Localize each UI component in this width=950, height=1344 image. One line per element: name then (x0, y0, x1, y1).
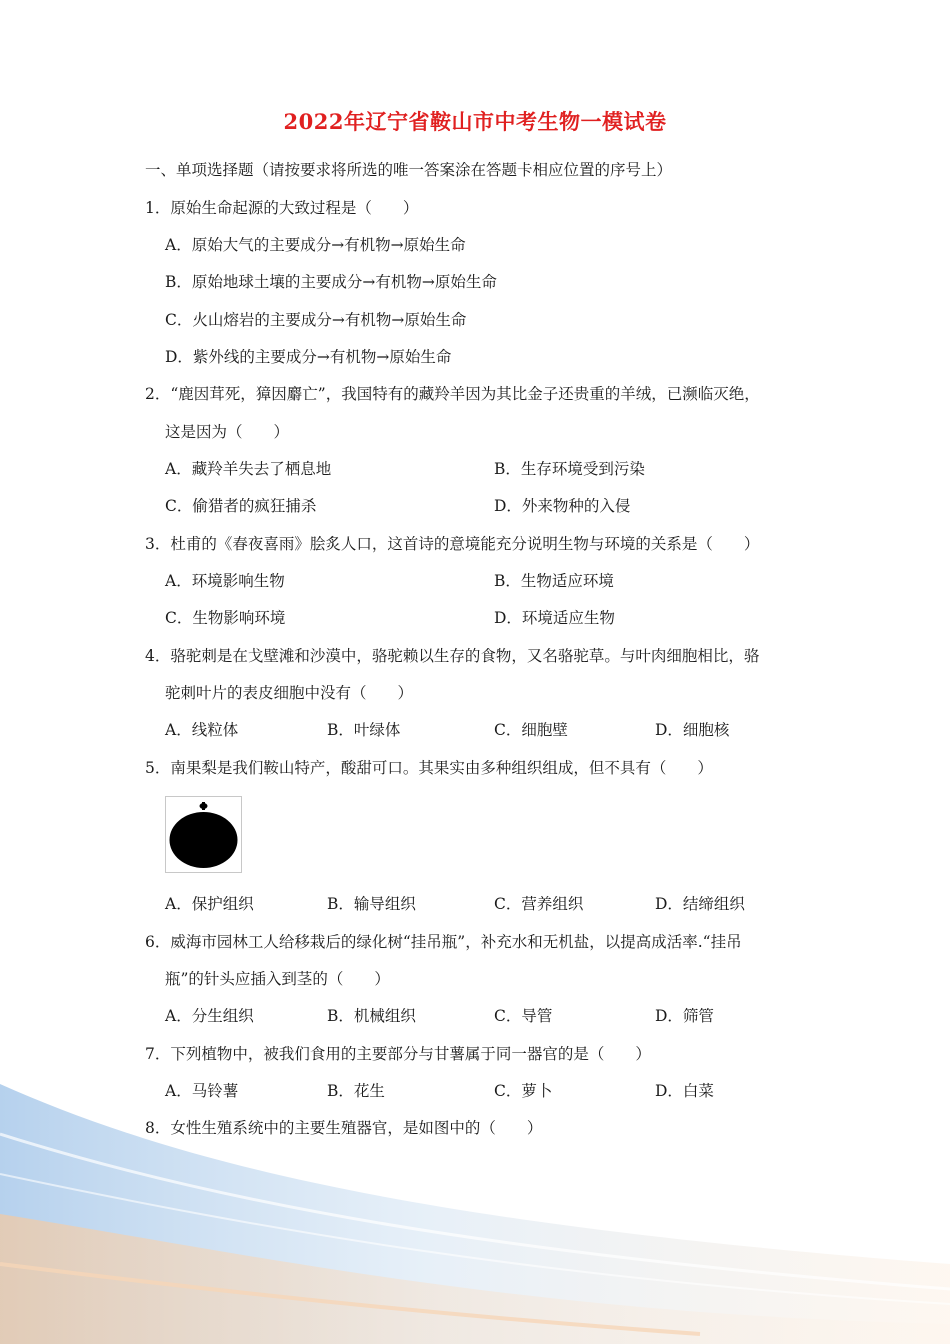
question-2-stem-continued: 这是因为（ ） (165, 423, 290, 441)
question-4-option-d: D．细胞核 (655, 721, 730, 739)
question-7-option-d: D．白菜 (655, 1082, 714, 1100)
question-1-option-a: A．原始大气的主要成分→有机物→原始生命 (165, 236, 466, 254)
question-4-option-a: A．线粒体 (165, 721, 239, 739)
question-3-option-d: D．环境适应生物 (494, 609, 615, 627)
question-1-stem: 1．原始生命起源的大致过程是（ ） (145, 199, 419, 217)
page-title: 2022年辽宁省鞍山市中考生物一模试卷 (283, 109, 667, 134)
question-7-option-c: C．萝卜 (494, 1082, 553, 1100)
question-4-stem: 4．骆驼刺是在戈壁滩和沙漠中，骆驼赖以生存的食物，又名骆驼草。与叶肉细胞相比，骆 (145, 647, 760, 665)
question-3-option-b: B．生物适应环境 (494, 572, 614, 590)
question-8-stem: 8．女性生殖系统中的主要生殖器官，是如图中的（ ） (145, 1119, 543, 1137)
question-6-option-b: B．机械组织 (327, 1007, 416, 1025)
question-5-option-b: B．输导组织 (327, 895, 416, 913)
pear-figure (165, 796, 242, 873)
question-4-stem-continued: 驼刺叶片的表皮细胞中没有（ ） (165, 684, 414, 702)
question-1-option-d: D．紫外线的主要成分→有机物→原始生命 (165, 348, 452, 366)
question-4-option-c: C．细胞壁 (494, 721, 568, 739)
question-6-option-c: C．导管 (494, 1007, 553, 1025)
section-heading: 一、单项选择题（请按要求将所选的唯一答案涂在答题卡相应位置的序号上） (145, 161, 673, 179)
question-6-stem-continued: 瓶”的针头应插入到茎的（ ） (165, 970, 390, 988)
question-5-option-d: D．结缔组织 (655, 895, 745, 913)
pear-fruit-icon (166, 797, 241, 872)
question-5-option-a: A．保护组织 (165, 895, 254, 913)
question-1-option-c: C．火山熔岩的主要成分→有机物→原始生命 (165, 311, 467, 329)
question-2-stem: 2．“鹿因茸死，獐因麝亡”，我国特有的藏羚羊因为其比金子还贵重的羊绒，已濒临灭绝， (145, 385, 760, 403)
question-4-option-b: B．叶绿体 (327, 721, 401, 739)
question-5-option-c: C．营养组织 (494, 895, 584, 913)
question-3-stem: 3．杜甫的《春夜喜雨》脍炙人口，这首诗的意境能充分说明生物与环境的关系是（ ） (145, 535, 760, 553)
question-5-stem: 5．南果梨是我们鞍山特产，酸甜可口。其果实由多种组织组成，但不具有（ ） (145, 759, 713, 777)
question-2-option-d: D．外来物种的入侵 (494, 497, 631, 515)
question-3-option-a: A．环境影响生物 (165, 572, 285, 590)
question-2-option-a: A．藏羚羊失去了栖息地 (165, 460, 332, 478)
question-7-option-a: A．马铃薯 (165, 1082, 239, 1100)
question-7-stem: 7．下列植物中，被我们食用的主要部分与甘薯属于同一器官的是（ ） (145, 1045, 651, 1063)
question-6-stem: 6．威海市园林工人给移栽后的绿化树“挂吊瓶”，补充水和无机盐，以提高成活率.“挂吊 (145, 933, 742, 951)
question-6-option-a: A．分生组织 (165, 1007, 254, 1025)
question-2-option-b: B．生存环境受到污染 (494, 460, 645, 478)
question-6-option-d: D．筛管 (655, 1007, 714, 1025)
question-1-option-b: B．原始地球土壤的主要成分→有机物→原始生命 (165, 273, 497, 291)
question-2-option-c: C．偷猎者的疯狂捕杀 (165, 497, 317, 515)
question-3-option-c: C．生物影响环境 (165, 609, 286, 627)
question-7-option-b: B．花生 (327, 1082, 385, 1100)
